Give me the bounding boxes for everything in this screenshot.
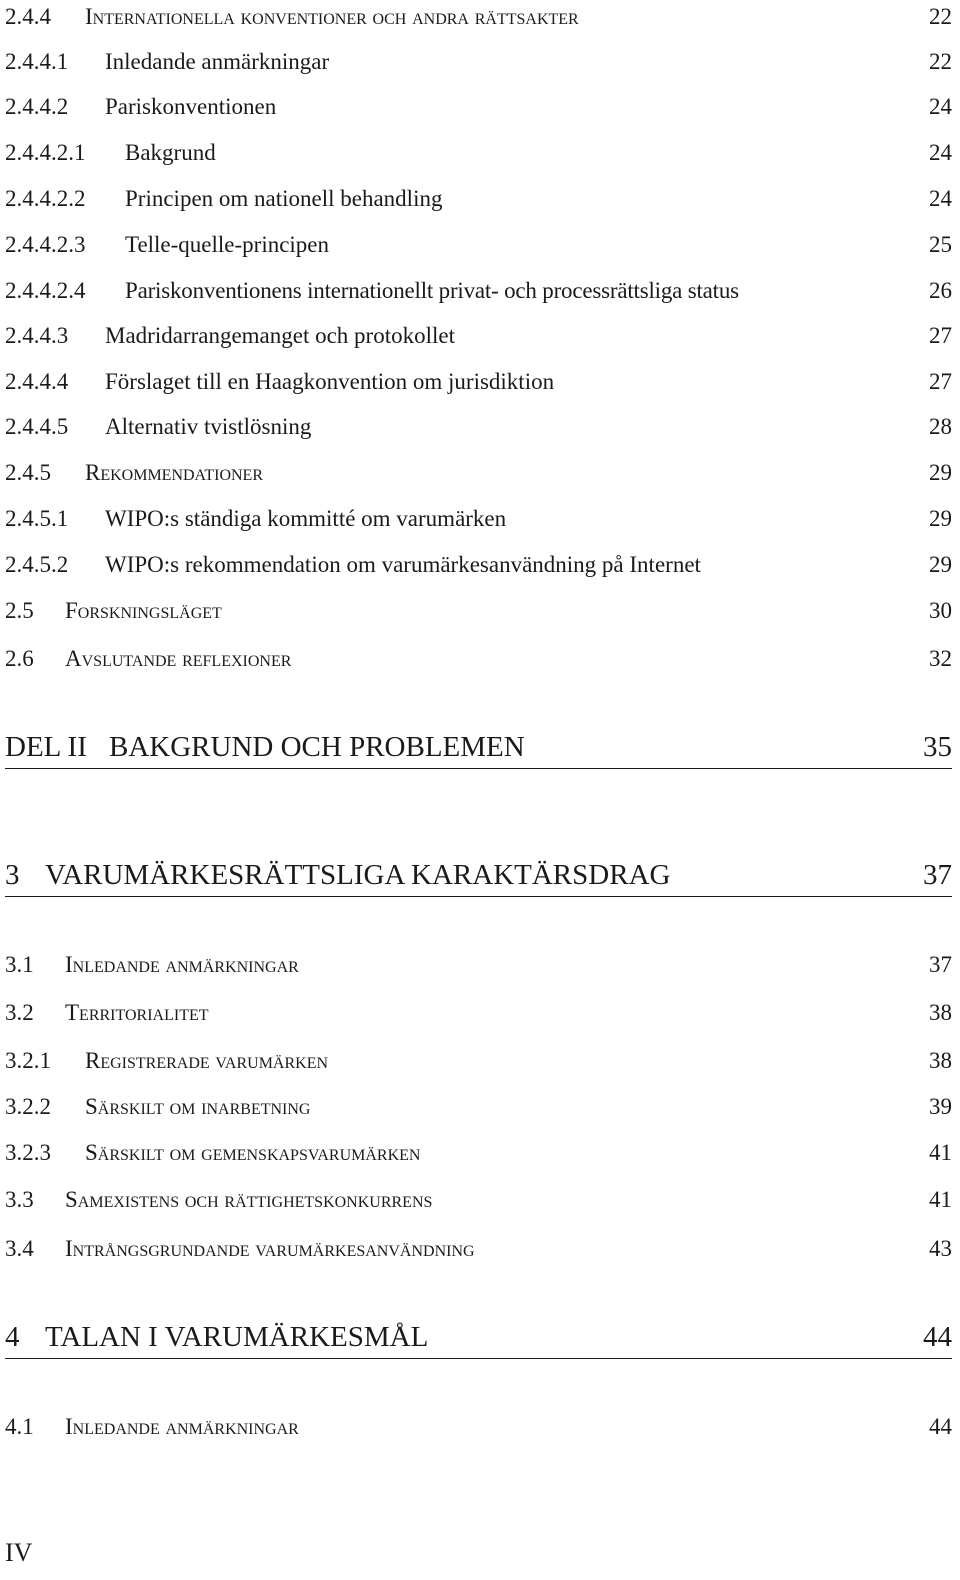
toc-entry[interactable] (5, 1232, 952, 1266)
toc-entry-page: 37 (929, 952, 952, 977)
toc-entry[interactable] (5, 1090, 952, 1124)
toc-entry-title: Inledande anmärkningar (105, 49, 330, 74)
toc-entry-page: 27 (929, 369, 952, 394)
toc-entry-title: WIPO:s rekommendation om varumärkesanvändning på Internet (105, 552, 701, 577)
toc-entry-page: 41 (929, 1187, 952, 1212)
toc-entry[interactable] (5, 319, 952, 353)
toc-entry[interactable] (5, 90, 952, 124)
toc-entry-title: Intrångsgrundande varumärkesanvändning (65, 1236, 475, 1261)
toc-entry-page: 25 (929, 232, 952, 257)
toc-part-title: BAKGRUND OCH PROBLEMEN (109, 731, 525, 763)
toc-entry-number: 2.4.4.2.2 (5, 186, 86, 211)
toc-entry-number: 2.4.4.2.3 (5, 232, 86, 257)
toc-entry-page: 30 (929, 598, 952, 623)
toc-entry-title: Pariskonventionen (105, 94, 277, 119)
toc-entry-page: 29 (929, 460, 952, 485)
toc-chapter-page: 37 (923, 859, 952, 891)
toc-entry-number: 3.1 (5, 952, 34, 977)
toc-entry-title: Pariskonventionens internationellt privat- och processrättsliga status (125, 278, 739, 303)
toc-entry[interactable] (5, 182, 952, 216)
toc-entry[interactable] (5, 365, 952, 399)
toc-entry-number: 2.4.4.2.4 (5, 278, 86, 303)
toc-entry-title: Särskilt om inarbetning (85, 1094, 311, 1119)
toc-entry-page: 43 (929, 1236, 952, 1261)
toc-entry[interactable] (5, 1410, 952, 1444)
toc-chapter-title: TALAN I VARUMÄRKESMÅL (45, 1321, 429, 1353)
toc-entry[interactable] (5, 136, 952, 170)
toc-entry-title: Inledande anmärkningar (65, 1414, 299, 1439)
toc-entry-number: 3.4 (5, 1236, 34, 1261)
toc-chapter-title: VARUMÄRKESRÄTTSLIGA KARAKTÄRSDRAG (45, 859, 671, 891)
toc-entry-page: 29 (929, 552, 952, 577)
toc-entry-title: Forskningsläget (65, 598, 222, 623)
toc-entry-number: 2.4.5.2 (5, 552, 69, 577)
toc-entry-number: 2.4.5 (5, 460, 51, 485)
toc-entry-number: 4.1 (5, 1414, 34, 1439)
toc-entry-title: Inledande anmärkningar (65, 952, 299, 977)
toc-entry-number: 2.4.4.1 (5, 49, 69, 74)
toc-entry-page: 24 (929, 186, 952, 211)
toc-entry[interactable] (5, 274, 952, 308)
toc-entry[interactable] (5, 228, 952, 262)
toc-entry[interactable] (5, 1183, 952, 1217)
toc-entry-page: 41 (929, 1140, 952, 1165)
toc-entry[interactable] (5, 410, 952, 444)
toc-entry-number: 2.5 (5, 598, 34, 623)
toc-entry[interactable] (5, 642, 952, 676)
toc-entry-page: 24 (929, 140, 952, 165)
toc-entry[interactable] (5, 456, 952, 490)
toc-entry-number: 2.4.4 (5, 4, 51, 29)
toc-entry-page: 26 (929, 278, 952, 303)
toc-entry-page: 44 (929, 1414, 952, 1439)
toc-entry-number: 2.4.4.3 (5, 323, 69, 348)
toc-part-heading[interactable] (5, 726, 952, 769)
toc-entry[interactable] (5, 0, 952, 34)
toc-entry-title: Registrerade varumärken (85, 1048, 329, 1073)
toc-entry-page: 38 (929, 1000, 952, 1025)
toc-entry-page: 22 (929, 4, 952, 29)
toc-entry-title: Särskilt om gemenskapsvarumärken (85, 1140, 421, 1165)
toc-entry-title: Förslaget till en Haagkonvention om jurisdiktion (105, 369, 555, 394)
toc-entry-title: Avslutande reflexioner (65, 646, 292, 671)
toc-entry[interactable] (5, 45, 952, 79)
toc-entry-page: 32 (929, 646, 952, 671)
toc-entry-title: Internationella konventioner och andra rättsakter (85, 4, 579, 29)
toc-entry-title: Territorialitet (65, 1000, 209, 1025)
toc-entry-title: Samexistens och rättighetskonkurrens (65, 1187, 433, 1212)
toc-chapter-heading[interactable] (5, 1316, 952, 1359)
toc-chapter-number: 4 (5, 1321, 20, 1353)
toc-entry[interactable] (5, 594, 952, 628)
toc-entry-page: 28 (929, 414, 952, 439)
toc-entry-number: 3.2.3 (5, 1140, 51, 1165)
toc-entry-page: 24 (929, 94, 952, 119)
toc-entry-page: 22 (929, 49, 952, 74)
toc-entry-number: 2.4.4.2.1 (5, 140, 86, 165)
toc-entry-title: Alternativ tvistlösning (105, 414, 312, 439)
toc-chapter-heading[interactable] (5, 854, 952, 897)
toc-entry-number: 3.2 (5, 1000, 34, 1025)
toc-entry-title: Bakgrund (125, 140, 216, 165)
toc-part-number: DEL II (5, 731, 87, 763)
toc-entry[interactable] (5, 502, 952, 536)
toc-entry-page: 38 (929, 1048, 952, 1073)
toc-entry[interactable] (5, 1136, 952, 1170)
toc-entry[interactable] (5, 548, 952, 582)
toc-chapter-number: 3 (5, 859, 20, 891)
toc-entry-title: Rekommendationer (85, 460, 263, 485)
toc-part-page: 35 (923, 731, 952, 763)
toc-entry-number: 2.4.4.5 (5, 414, 69, 439)
toc-entry[interactable] (5, 996, 952, 1030)
toc-entry-number: 2.4.5.1 (5, 506, 69, 531)
toc-entry-number: 3.2.2 (5, 1094, 51, 1119)
toc-entry-number: 2.6 (5, 646, 34, 671)
toc-entry-title: Telle-quelle-principen (125, 232, 330, 257)
toc-entry-number: 2.4.4.4 (5, 369, 69, 394)
toc-chapter-page: 44 (923, 1321, 952, 1353)
toc-entry-number: 2.4.4.2 (5, 94, 69, 119)
toc-entry[interactable] (5, 948, 952, 982)
toc-entry-title: Principen om nationell behandling (125, 186, 443, 211)
toc-entry-page: 39 (929, 1094, 952, 1119)
toc-entry-number: 3.2.1 (5, 1048, 51, 1073)
toc-entry-title: WIPO:s ständiga kommitté om varumärken (105, 506, 507, 531)
toc-entry[interactable] (5, 1044, 952, 1078)
page-number-roman: IV (5, 1538, 33, 1567)
toc-entry-page: 27 (929, 323, 952, 348)
toc-entry-number: 3.3 (5, 1187, 34, 1212)
toc-entry-title: Madridarrangemanget och protokollet (105, 323, 455, 348)
toc-entry-page: 29 (929, 506, 952, 531)
